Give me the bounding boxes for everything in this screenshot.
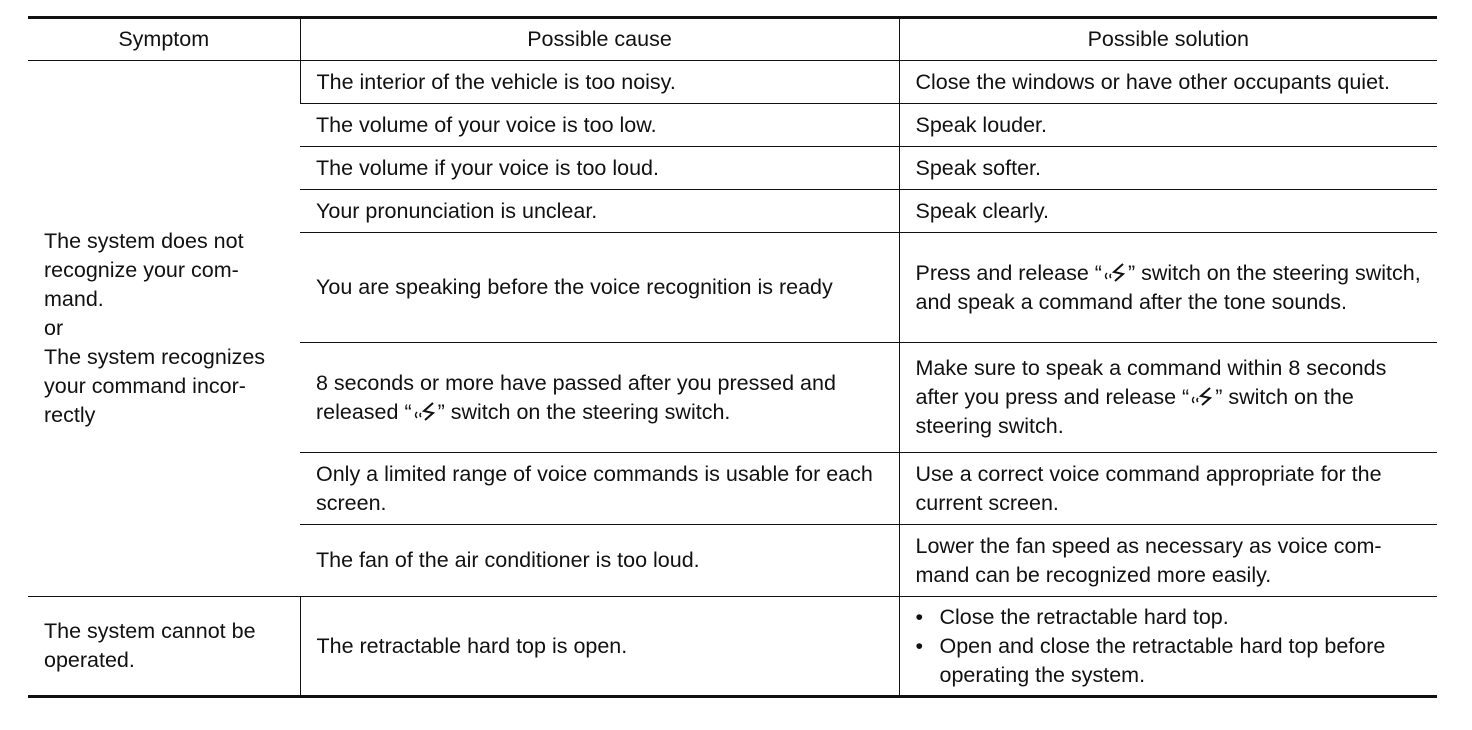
cause-cell: Your pronunciation is unclear. xyxy=(300,190,899,233)
header-solution: Possible solution xyxy=(899,18,1437,61)
solution-cell: Press and release “ ” switch on the steering switch, and speak a command after the tone sounds. xyxy=(899,233,1437,343)
cause-cell: The volume of your voice is too low. xyxy=(300,104,899,147)
voice-talk-icon xyxy=(412,400,438,422)
symptom-not-recognized: The system does not recognize your com- mand. or The system recognizes your command incor- rectly xyxy=(28,61,300,597)
header-row xyxy=(28,18,1437,61)
cause-cell: Only a limited range of voice commands is usable for each screen. xyxy=(300,453,899,525)
cause-cell: The retractable hard top is open. xyxy=(300,597,899,697)
cause-cell: The volume if your voice is too loud. xyxy=(300,147,899,190)
voice-talk-icon xyxy=(1189,385,1215,407)
solution-cell xyxy=(899,597,1437,697)
solution-cell: Lower the fan speed as necessary as voice com-mand can be recognized more easily. xyxy=(899,525,1437,597)
solution-cell: Speak clearly. xyxy=(899,190,1437,233)
solution-cell: Close the windows or have other occupants quiet. xyxy=(899,61,1437,104)
solution-bullet-list xyxy=(916,603,1430,690)
solution-cell: Use a correct voice command appropriate for the current screen. xyxy=(899,453,1437,525)
header-symptom: Symptom xyxy=(28,18,300,61)
cause-cell: You are speaking before the voice recognition is ready xyxy=(300,233,899,343)
solution-cell: Speak louder. xyxy=(899,104,1437,147)
solution-cell: Make sure to speak a command within 8 seconds after you press and release “ ” switch on the steering switch. xyxy=(899,343,1437,453)
list-item: • Open and close the retractable hard top before operating the system. xyxy=(916,632,1430,690)
table-row xyxy=(28,597,1437,697)
list-item: • Close the retractable hard top. xyxy=(916,603,1430,632)
table-row xyxy=(28,61,1437,104)
symptom-cannot-operate: The system cannot be operated. xyxy=(28,597,300,697)
header-cause: Possible cause xyxy=(300,18,899,61)
solution-cell: Speak softer. xyxy=(899,147,1437,190)
voice-talk-icon xyxy=(1102,261,1128,283)
cause-cell: The interior of the vehicle is too noisy. xyxy=(300,61,899,104)
cause-cell: The fan of the air conditioner is too loud. xyxy=(300,525,899,597)
cause-cell: 8 seconds or more have passed after you pressed and released “ ” switch on the steering switch. xyxy=(300,343,899,453)
troubleshooting-table xyxy=(28,16,1437,698)
